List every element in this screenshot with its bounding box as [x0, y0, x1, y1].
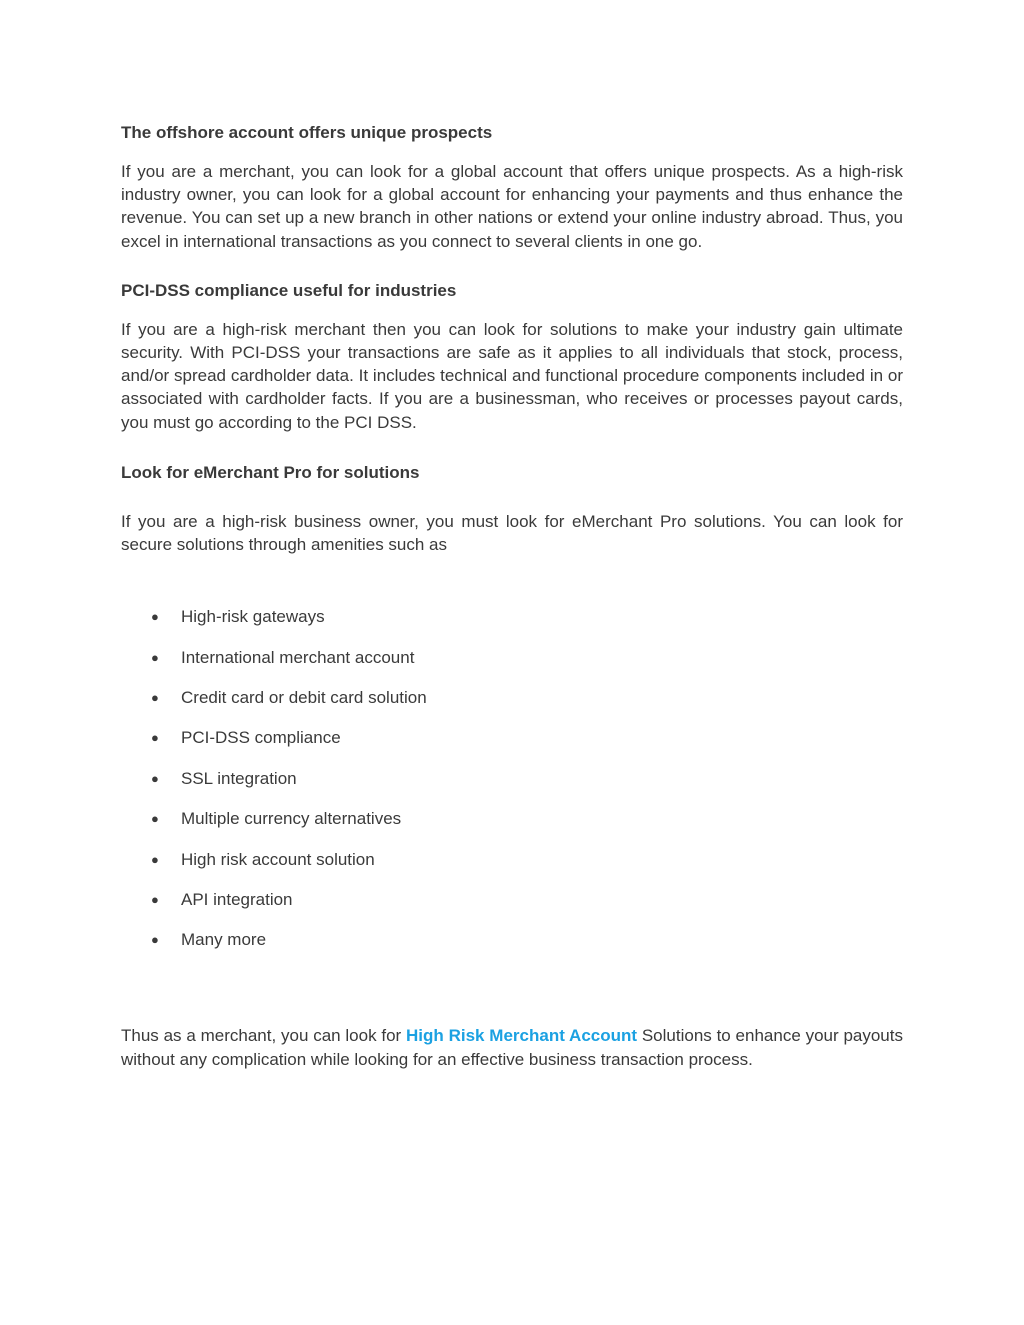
- list-item: [151, 686, 903, 709]
- list-item-label: Many more: [181, 930, 267, 950]
- list-item: [151, 767, 903, 790]
- bullet-icon: ●: [151, 811, 159, 827]
- bullet-icon: ●: [151, 932, 159, 948]
- list-item-label: Credit card or debit card solution: [181, 688, 427, 708]
- bullet-icon: ●: [151, 770, 159, 786]
- list-item-label: High-risk gateways: [181, 607, 325, 627]
- bullet-icon: ●: [151, 851, 159, 867]
- high-risk-merchant-account-link[interactable]: High Risk Merchant Account: [406, 1026, 638, 1046]
- list-item: [151, 848, 903, 871]
- section-heading-offshore-account: The offshore account offers unique prospects: [121, 123, 493, 142]
- list-item-label: International merchant account: [181, 647, 415, 667]
- list-item: [151, 605, 903, 628]
- section-heading-emerchant-pro: Look for eMerchant Pro for solutions: [121, 462, 420, 482]
- bullet-icon: ●: [151, 730, 159, 746]
- list-item-label: API integration: [181, 889, 293, 909]
- bullet-icon: ●: [151, 690, 159, 706]
- section-paragraph-emerchant-pro: If you are a high-risk business owner, you must look for eMerchant Pro solutions. You can look for secure solutions through amenities such as: [121, 511, 903, 555]
- list-item-label: Multiple currency alternatives: [181, 809, 402, 829]
- bullet-icon: ●: [151, 649, 159, 665]
- list-item-label: PCI-DSS compliance: [181, 728, 341, 748]
- closing-text-after-link: Solutions to enhance your payouts without any complication while looking for an effective business transaction process.: [121, 1026, 903, 1069]
- list-item-label: SSL integration: [181, 768, 297, 788]
- amenities-list: [121, 605, 903, 951]
- list-item-label: High risk account solution: [181, 849, 375, 869]
- bullet-icon: ●: [151, 891, 159, 907]
- section-paragraph-offshore-account: If you are a merchant, you can look for a global account that offers unique prospects. As a high-risk industry owner, you can look for a global account for enhancing your payments and thus enhance the revenue. You can set up a new branch in other nations or extend your online industry abroad. Thus, you excel in international transactions as you connect to several clients in one go.: [121, 162, 903, 251]
- bullet-icon: ●: [151, 609, 159, 625]
- list-item: [151, 726, 903, 749]
- section-heading-pci-dss: PCI-DSS compliance useful for industries: [121, 280, 457, 300]
- closing-text-before-link: Thus as a merchant, you can look for: [121, 1026, 407, 1046]
- list-item: [151, 807, 903, 830]
- closing-paragraph: [121, 1024, 903, 1070]
- section-paragraph-pci-dss: If you are a high-risk merchant then you can look for solutions to make your industry gain ultimate security. With PCI-DSS your transactions are safe as it applies to all individuals that stock, process, and/or spread cardholder data. It includes technical and functional procedure components included in or associated with cardholder facts. If you are a businessman, who receives or processes payout cards, you must go according to the PCI DSS.: [121, 319, 903, 432]
- list-item: [151, 646, 903, 669]
- list-item: [151, 928, 903, 951]
- list-item: [151, 888, 903, 911]
